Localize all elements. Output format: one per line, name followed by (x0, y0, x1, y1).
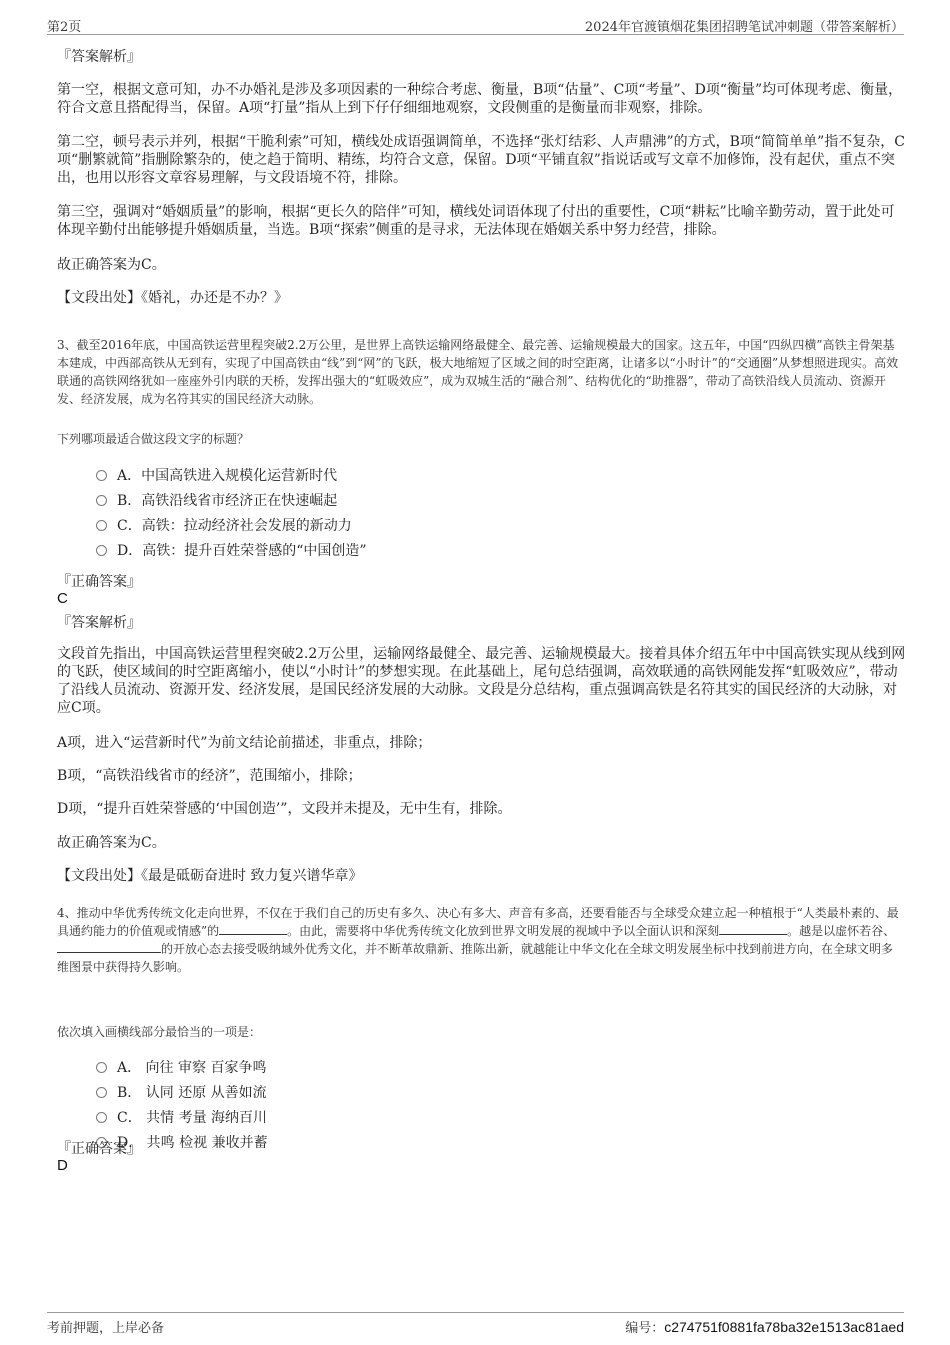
radio-icon[interactable] (96, 495, 107, 506)
q3-option-d[interactable]: D．高铁：提升百姓荣誉感的“中国创造” (96, 541, 367, 561)
q4-option-c[interactable]: C． 共情 考量 海纳百川 (96, 1108, 267, 1128)
page-footer (47, 1312, 904, 1335)
q3-analysis-b: B项，“高铁沿线省市的经济”，范围缩小，排除； (57, 768, 362, 784)
q3-option-a[interactable]: A．中国高铁进入规模化运营新时代 (96, 466, 337, 486)
q4-blank-2 (719, 922, 787, 935)
document-title: 2024年官渡镇烟花集团招聘笔试冲刺题（带答案解析） (584, 20, 904, 35)
q3-analysis-d: D项，“提升百姓荣誉感的‘中国创造’”，文段并未提及，无中生有，排除。 (57, 801, 512, 817)
radio-icon[interactable] (96, 1087, 107, 1098)
q4-option-d[interactable]: D． 共鸣 检视 兼收并蓄 (96, 1133, 268, 1153)
q4-answer: D (57, 1157, 68, 1174)
q3-source: 【文段出处】《最是砥砺奋进时 致力复兴谱华章》 (57, 868, 363, 884)
radio-icon[interactable] (96, 1062, 107, 1073)
footer-code: 编号：c274751f0881fa78ba32e1513ac81aed (625, 1319, 904, 1336)
radio-icon[interactable] (96, 545, 107, 556)
q2-source: 【文段出处】《婚礼，办还是不办？》 (57, 290, 288, 306)
q3-option-c[interactable]: C．高铁：拉动经济社会发展的新动力 (96, 516, 352, 536)
q4-correct-heading: 『正确答案』 (57, 1141, 141, 1157)
q4-blank-1 (219, 922, 287, 935)
q3-stem: 3、截至2016年底，中国高铁运营里程突破2.2万公里，是世界上高铁运输网络最健全、最完善、运输规模最大的国家。这五年，中国“四纵四横”高铁主骨架基本建成，中西部高铁从无到有，实现了中国高铁由“线”到“网”的飞跃，极大地缩短了区域之间的时空距离，让诸多以“小时计”的“交通圈”从梦想照进现实。高效联通的高铁网络犹如一座座外引内联的天桥，发挥出强大的“虹吸效应”，成为双城生活的“融合剂”、结构优化的“助推器”，带动了高铁沿线人员流动、资源开发、经济发展，成为名符其实的国民经济大动脉。 (57, 338, 899, 406)
q4-option-a[interactable]: A． 向往 审察 百家争鸣 (96, 1058, 266, 1078)
q3-prompt: 下列哪项最适合做这段文字的标题？ (57, 432, 250, 446)
q4-blank-3 (57, 940, 161, 953)
q3-analysis-p1: 文段首先指出，中国高铁运营里程突破2.2万公里，运输网络最健全、最完善、运输规模最大。接着具体介绍五年中中国高铁实现从线到网的飞跃，使区域间的时空距离缩小，使以“小时计”的梦想实现。在此基础上，尾句总结强调，高效联通的高铁网能发挥“虹吸效应”，带动了沿线人员流动、资源开发、经济发展，是国民经济发展的大动脉。文段是分总结构，重点强调高铁是名符其实的国民经济的大动脉，对应C项。 (57, 646, 906, 716)
radio-icon[interactable] (96, 520, 107, 531)
q3-correct-heading: 『正确答案』 (57, 574, 141, 590)
radio-icon[interactable] (96, 470, 107, 481)
radio-icon[interactable] (96, 1112, 107, 1123)
q3-analysis-a: A项，进入“运营新时代”为前文结论前描述，非重点，排除； (57, 735, 432, 751)
q2-analysis-p3: 第三空，强调对“婚姻质量”的影响，根据“更长久的陪伴”可知，横线处词语体现了付出的重要性，C项“耕耘”比喻辛勤劳动，置于此处可体现辛勤付出能够提升婚姻质量，当选。B项“探索”侧重的是寻求，无法体现在婚姻关系中努力经营，排除。 (57, 204, 895, 238)
q2-analysis-p2: 第二空，顿号表示并列，根据“干脆利索”可知，横线处成语强调简单，不选择“张灯结彩、人声鼎沸”的方式，B项“简简单单”指不复杂，C项“删繁就简”指删除繁杂的，使之趋于简明、精练，均符合文意，保留。D项“平铺直叙”指说话或写文章不加修饰，没有起伏，重点不突出，也用以形容文章容易理解，与文段语境不符，排除。 (57, 134, 905, 186)
footer-slogan: 考前押题，上岸必备 (47, 1321, 165, 1336)
q3-option-b[interactable]: B．高铁沿线省市经济正在快速崛起 (96, 491, 337, 511)
q3-conclusion: 故正确答案为C。 (57, 835, 166, 851)
q2-analysis-heading: 『答案解析』 (57, 49, 141, 65)
q4-prompt: 依次填入画横线部分最恰当的一项是： (57, 1025, 262, 1039)
page-number: 第2页 (47, 20, 82, 35)
q3-analysis-heading: 『答案解析』 (57, 615, 141, 631)
q3-answer: C (57, 590, 68, 607)
page-header (47, 14, 904, 35)
q2-analysis-p1: 第一空，根据文意可知，办不办婚礼是涉及多项因素的一种综合考虑、衡量，B项“估量”、C项“考量”、D项“衡量”均可体现考虑、衡量，符合文意且搭配得当，保留。A项“打量”指从上到下仔仔细细地观察，文段侧重的是衡量而非观察，排除。 (57, 82, 903, 116)
q2-conclusion: 故正确答案为C。 (57, 257, 166, 273)
q4-stem: 4、推动中华优秀传统文化走向世界，不仅在于我们自己的历史有多久、决心有多大、声音有多高，还要看能否与全球受众建立起一种植根于“人类最朴素的、最具通约能力的价值观或情感”的 。由此，需要将中华优秀传统文化放到世界文明发展的视域中予以全面认识和深刻 。越是以虚怀若谷、的开放心态去接受吸纳域外优秀文化，并不断革故鼎新、推陈出新，就越能让中华文化在全球文明发展坐标中找到前进方向，在全球文明多维图景中获得持久影响。 (57, 906, 899, 974)
q4-option-b[interactable]: B． 认同 还原 从善如流 (96, 1083, 267, 1103)
